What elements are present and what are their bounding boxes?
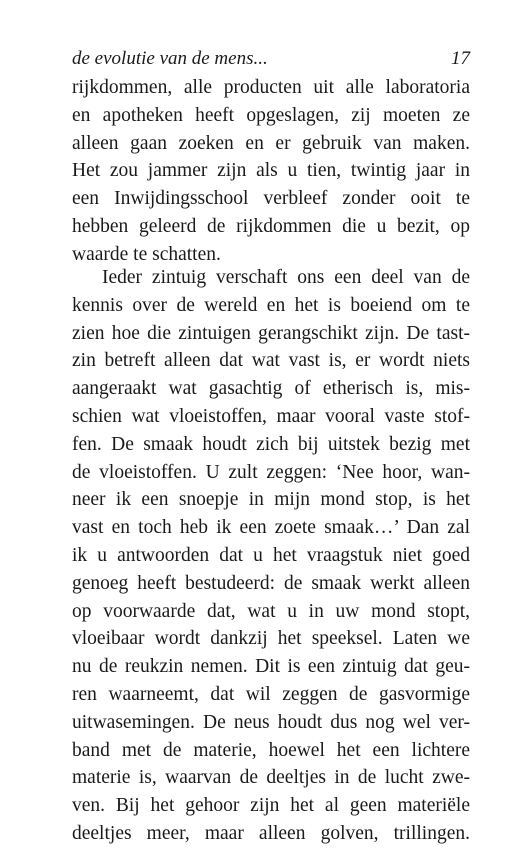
running-title: de evolutie van de mens... — [72, 48, 268, 69]
text-line: ren waarneemt, dat wil zeggen de gasvormige — [72, 683, 470, 705]
text-line: schien wat vloeistoffen, maar vooral vaste stof- — [72, 405, 470, 427]
text-line: Het zou jammer zijn als u tien, twintig jaar in — [72, 160, 470, 182]
text-line: en apotheken heeft opgeslagen, zij moeten ze — [72, 104, 470, 126]
page-header — [72, 48, 470, 70]
text-line: nu de reukzin nemen. Dit is een zintuig dat geu- — [72, 656, 470, 678]
text-line: rijkdommen, alle producten uit alle laboratoria — [72, 77, 470, 98]
text-line: aangeraakt wat gasachtig of etherisch is, mis- — [72, 378, 470, 400]
text-line: materie is, waarvan de deeltjes in de lucht zwe- — [72, 767, 470, 789]
text-line: band met de materie, hoewel het een lichtere — [72, 739, 470, 761]
text-line: de vloeistoffen. U zult zeggen: ‘Nee hoor, wan- — [72, 461, 470, 483]
text-line: Ieder zintuig verschaft ons een deel van de — [102, 267, 470, 288]
text-line: genoeg heeft bestudeerd: de smaak werkt alleen — [72, 572, 470, 594]
text-line: kennis over de wereld en het is boeiend om te — [72, 294, 470, 316]
paragraph-2 — [72, 264, 470, 848]
text-line: een Inwijdingsschool verbleef zonder ooit te — [72, 188, 470, 210]
text-line: vast en toch heb ik een zoete smaak…’ Dan zal — [72, 517, 470, 539]
paragraph-1 — [72, 74, 470, 269]
text-line: hebben geleerd de rijkdommen die u bezit, op — [72, 215, 470, 237]
text-line: uitwasemingen. De neus houdt dus nog wel ver- — [72, 711, 470, 733]
text-line: neer ik een snoepje in mijn mond stop, is het — [72, 489, 470, 511]
text-line: ven. Bij het gehoor zijn het al geen materiële — [72, 795, 470, 817]
text-line: alleen gaan zoeken en er gebruik van maken. — [72, 132, 470, 154]
text-line: waarde te schatten. — [72, 243, 221, 265]
text-line: zien hoe die zintuigen gerangschikt zijn. De tast- — [72, 322, 470, 344]
page-number: 17 — [451, 48, 470, 69]
text-line: vloeibaar wordt dankzij het speeksel. Laten we — [72, 628, 470, 650]
text-line: ik u antwoorden dat u het vraagstuk niet goed — [72, 544, 470, 566]
text-line: deeltjes meer, maar alleen golven, trillingen. — [72, 822, 470, 844]
text-line: zin betreft alleen dat wat vast is, er wordt niets — [72, 350, 470, 372]
text-line: op voorwaarde dat, wat u in uw mond stopt, — [72, 600, 470, 622]
text-line: fen. De smaak houdt zich bij uitstek bezig met — [72, 433, 470, 455]
